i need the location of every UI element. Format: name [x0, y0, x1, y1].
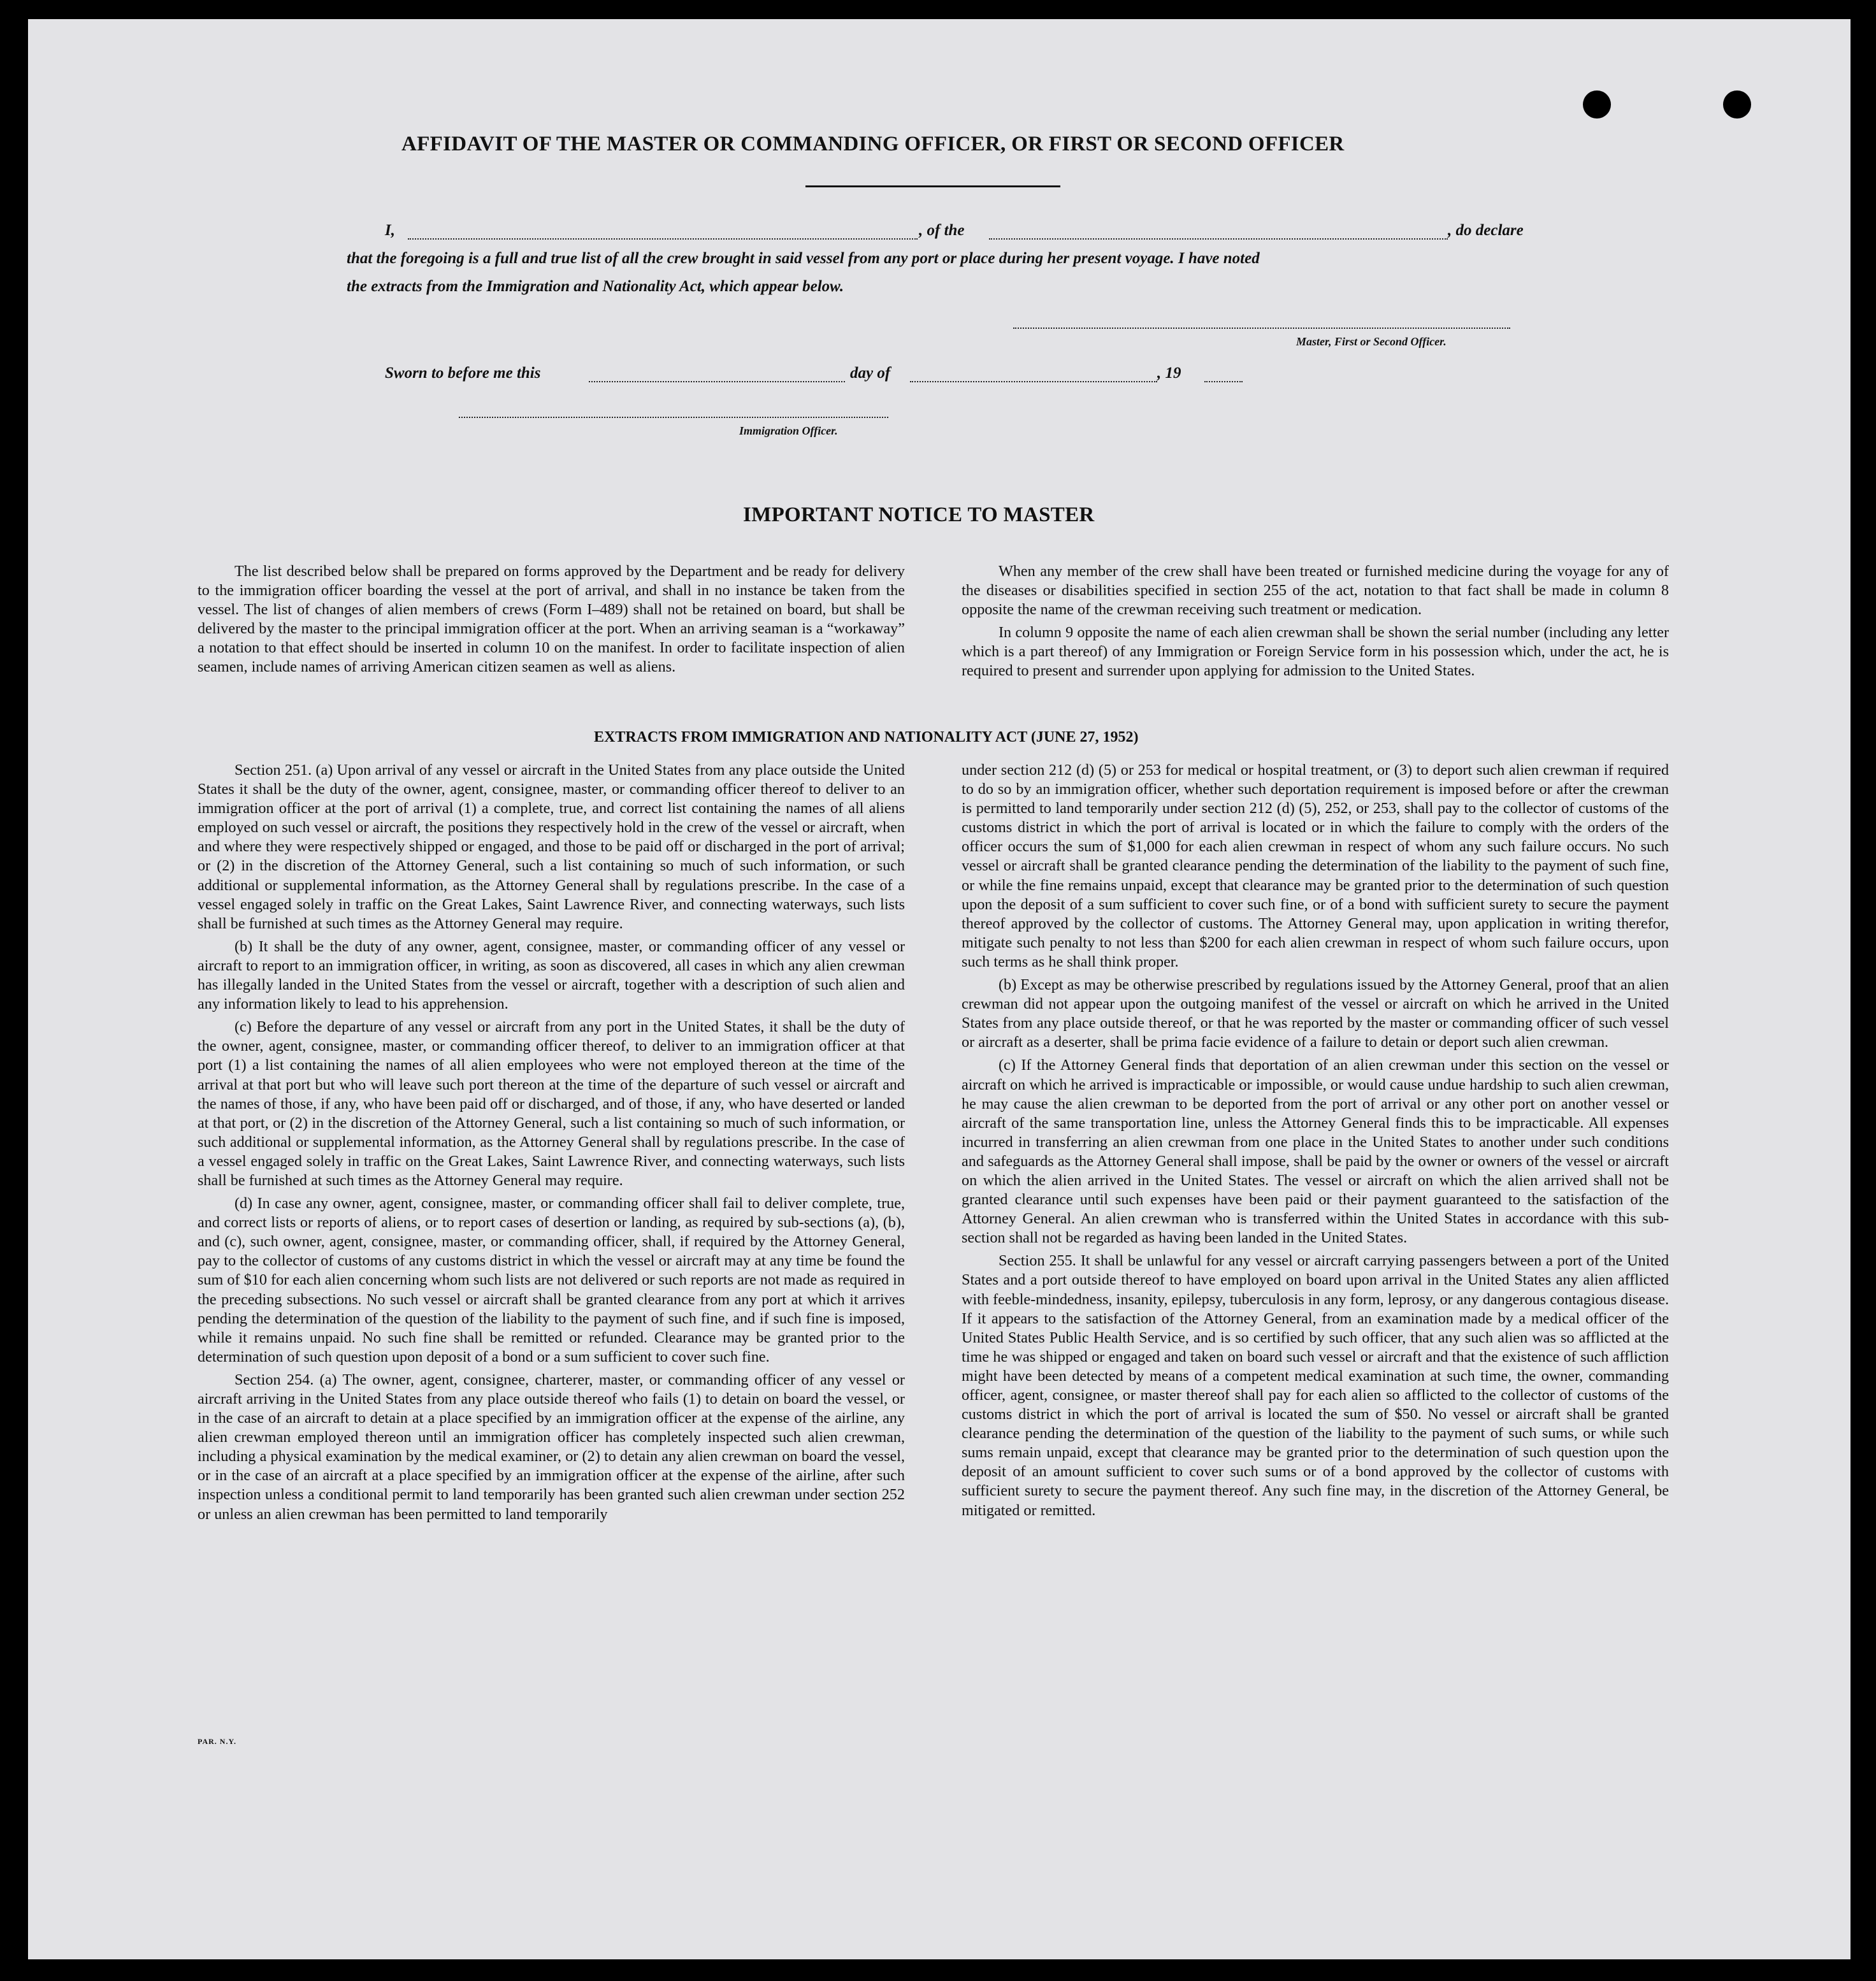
- sworn-year-field[interactable]: [1204, 381, 1243, 382]
- sworn-date-field[interactable]: [589, 381, 845, 382]
- notice-title: IMPORTANT NOTICE TO MASTER: [743, 503, 1095, 526]
- day-of-label: day of: [850, 364, 891, 382]
- of-the-label: , of the: [919, 222, 965, 239]
- sworn-label: Sworn to before me this: [385, 364, 541, 382]
- section-251-c: (c) Before the departure of any vessel or aircraft from any port in the United States, it shall be the duty of the owner, agent, consignee, master, or commanding officer thereof, to deliver to an immigration officer at that port (1) a list containing the names of all alien employees who were not employed thereon at the time of the arrival at that port but who will leave such port thereon at the time of the departure of such vessel or aircraft and the names of those, if any, who have been paid off or discharged, and of those, if any, who have deserted or landed at that port, or (2) in the discretion of the Attorney General, such a list containing so much of such information, or such additional or supplemental information, as the Attorney General shall by regulations prescribe. In the case of a vessel engaged solely in traffic on the Great Lakes, Saint Lawrence River, and connecting waterways, such lists shall be furnished at such times as the Attorney General may require.: [198, 1018, 905, 1189]
- section-254-a-continued: under section 212 (d) (5) or 253 for medical or hospital treatment, or (3) to deport such alien crewman if required to do so by an immigration officer, whether such deportation requirement is imposed before or after the crewman is permitted to land temporarily under section 212 (d) (5), 252, or 253, shall pay to the collector of customs of the customs district in which the port of arrival is located or in which the failure to comply with the orders of the officer occurs the sum of $1,000 for each alien crewman in respect of whom any such failure occurs. No such vessel or aircraft shall be granted clearance pending the determination of the liability to the payment of such fine, or while the fine remains unpaid, except that clearance may be granted prior to the determination of such question upon the deposit of a sum sufficient to cover such fine, or of a bond with sufficient surety to secure the payment thereof approved by the collector of customs. The Attorney General may, upon application in writing therefor, mitigate such penalty to not less than $200 for each alien crewman in respect of whom such failure occurs, upon such terms as he shall think proper.: [962, 761, 1669, 970]
- section-255: Section 255. It shall be unlawful for any vessel or aircraft carrying passengers between a port of the United States and a port outside thereof to have employed on board upon arrival in the United States any alien afflicted with feeble-mindedness, insanity, epilepsy, tuberculosis in any form, leprosy, or any dangerous contagious disease. If it appears to the satisfaction of the Attorney General, from an examination made by a medical officer of the United States Public Health Service, and is so certified by such officer, that any such alien was so afflicted at the time he was shipped or engaged and taken on board such vessel or aircraft and that the existence of such affliction might have been detected by means of a competent medical examination at such time, the owner, commanding officer, agent, consignee, or master thereof shall pay for each alien so afflicted to the collector of customs of the customs district in which the port of arrival is located the sum of $50. No vessel or aircraft shall be granted clearance pending the determination of the question of the liability to the payment of such sums, or while such sums remain unpaid, except that clearance may be granted prior to the determination of such question upon the deposit of an amount sufficient to cover such sums or of a bond approved by the collector of customs with sufficient surety to secure the payment thereof. Any such fine may, in the discretion of the Attorney General, be mitigated or remitted.: [962, 1252, 1669, 1519]
- extracts-left-column: [198, 761, 905, 1528]
- affidavit-title: AFFIDAVIT OF THE MASTER OR COMMANDING OFFICER, OR FIRST OR SECOND OFFICER: [401, 133, 1345, 155]
- punch-hole: [1583, 90, 1611, 119]
- notice-left-column: [198, 562, 905, 681]
- notice-right-column: [962, 562, 1669, 685]
- sworn-month-field[interactable]: [910, 381, 1157, 382]
- vessel-name-field[interactable]: [989, 238, 1448, 240]
- section-251-a: Section 251. (a) Upon arrival of any vessel or aircraft in the United States from any place outside the United States it shall be the duty of the owner, agent, consignee, master, or commanding officer thereof to deliver to an immigration officer at the port of arrival (1) a complete, true, and correct list containing the names of all aliens employed on such vessel or aircraft, the positions they respectively hold in the crew of the vessel or aircraft, when and where they were respectively shipped or engaged, and those to be paid off or discharged in the port of arrival; or (2) in the discretion of the Attorney General, such a list containing so much of such information, or such additional or supplemental information, as the Attorney General shall by regulations prescribe. In the case of a vessel engaged solely in traffic on the Great Lakes, Saint Lawrence River, and connecting waterways, such lists shall be furnished at such times as the Attorney General may require.: [198, 761, 905, 932]
- master-signature-line[interactable]: [1013, 328, 1510, 329]
- notice-right-paragraph-1: When any member of the crew shall have been treated or furnished medicine during the voyage for any of the diseases or disabilities specified in section 255 of the act, notation to that fact shall be made in column 8 opposite the name of the crewman receiving such treatment or medication.: [962, 563, 1669, 619]
- document-page: [28, 19, 1851, 1959]
- section-254-b: (b) Except as may be otherwise prescribed by regulations issued by the Attorney General, proof that an alien crewman did not appear upon the outgoing manifest of the vessel or aircraft on which he arrived in the United States from any place outside thereof, or that he was reported by the master or commanding officer of such vessel or aircraft as a deserter, shall be prima facie evidence of a failure to detain or deport such alien crewman.: [962, 976, 1669, 1051]
- printer-imprint: PAR. N.Y.: [198, 1737, 237, 1746]
- declaration-line-2: that the foregoing is a full and true list of all the crew brought in said vessel from any port or place during her present voyage. I have noted: [347, 250, 1260, 267]
- master-signature-caption: Master, First or Second Officer.: [1296, 335, 1447, 348]
- do-declare-label: , do declare: [1448, 222, 1524, 239]
- declarant-label: I,: [385, 222, 395, 239]
- officer-signature-line[interactable]: [459, 417, 888, 418]
- section-251-d: (d) In case any owner, agent, consignee, master, or commanding officer shall fail to deliver complete, true, and correct lists or reports of aliens, or to report cases of desertion or landing, as required by sub-sections (a), (b), and (c), such owner, agent, consignee, master, or commanding officer, shall, if required by the Attorney General, pay to the collector of customs of any customs district in which the vessel or aircraft may at any time be found the sum of $10 for each alien concerning whom such lists are not delivered or such reports are not made as required in the preceding subsections. No such vessel or aircraft shall be granted clearance from any port at which it arrives pending the determination of the question of the liability to the payment of such fine, and if such fine is imposed, while it remains unpaid. No such fine shall be remitted or refunded. Clearance may be granted prior to the determination of such question upon deposit of a bond or a sum sufficient to cover such fine.: [198, 1195, 905, 1365]
- year-label: , 19: [1157, 364, 1181, 382]
- section-254-c: (c) If the Attorney General finds that deportation of an alien crewman under this section on the vessel or aircraft on which he arrived is impracticable or impossible, or would cause undue hardship to such alien crewman, he may cause the alien crewman to be deported from the port of arrival or any other port on another vessel or aircraft of the same transportation line, unless the Attorney General finds this to be impracticable. All expenses incurred in transferring an alien crewman from one place in the United States to another under such conditions and safeguards as the Attorney General shall impose, shall be paid by the owner or owners of the vessel or aircraft on which the alien arrived in the United States. The vessel or aircraft on which the alien arrived shall not be granted clearance until such expenses have been paid or their payment guaranteed to the satisfaction of the Attorney General. An alien crewman who is transferred within the United States in accordance with this sub-section shall not be regarded as having been landed in the United States.: [962, 1056, 1669, 1247]
- extracts-right-column: [962, 761, 1669, 1524]
- section-251-b: (b) It shall be the duty of any owner, agent, consignee, master, or commanding officer of any vessel or aircraft to report to an immigration officer, in writing, as soon as discovered, all cases in which any alien crewman has illegally landed in the United States from the vessel or aircraft, together with a description of such alien and any information likely to lead to his apprehension.: [198, 937, 905, 1013]
- notice-right-paragraph-2: In column 9 opposite the name of each alien crewman shall be shown the serial number (including any letter which is a part thereof) of any Immigration or Foreign Service form in his possession which, under the act, he is required to present and surrender upon applying for admission to the United States.: [962, 624, 1669, 680]
- notice-left-paragraph: The list described below shall be prepared on forms approved by the Department and be ready for delivery to the immigration officer boarding the vessel at the port of arrival, and shall in no instance be taken from the vessel. The list of changes of alien members of crews (Form I–489) shall not be retained on board, but shall be delivered by the master to the principal immigration officer at the port. When an arriving seaman is a “workaway” a notation to that effect should be inserted in column 10 on the manifest. In order to facilitate inspection of alien seamen, include names of arriving American citizen seamen as well as aliens.: [198, 563, 905, 676]
- officer-signature-caption: Immigration Officer.: [739, 424, 838, 437]
- punch-hole: [1723, 90, 1751, 119]
- declaration-line-3: the extracts from the Immigration and Nationality Act, which appear below.: [347, 278, 844, 295]
- extracts-title: EXTRACTS FROM IMMIGRATION AND NATIONALITY ACT (JUNE 27, 1952): [594, 729, 1139, 746]
- declarant-name-field[interactable]: [408, 238, 918, 240]
- section-254-a: Section 254. (a) The owner, agent, consignee, charterer, master, or commanding officer of any vessel or aircraft arriving in the United States from any place outside thereof who fails (1) to detain on board the vessel, or in the case of an aircraft to detain at a place specified by an immigration officer at the expense of the airline, any alien crewman employed thereon until an immigration officer has completely inspected such alien crewman, including a physical examination by the medical examiner, or (2) to detain any alien crewman on board the vessel, or in the case of an aircraft at a place specified by an immigration officer at the expense of the airline, after such inspection unless a conditional permit to land temporarily has been granted such alien crewman under section 252 or unless an alien crewman has been permitted to land temporarily: [198, 1371, 905, 1523]
- title-underline: [805, 185, 1060, 187]
